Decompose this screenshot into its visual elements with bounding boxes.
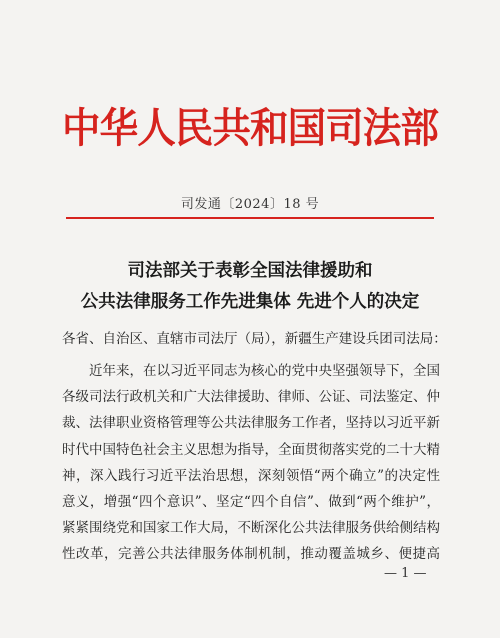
- document-title-line-1: 司法部关于表彰全国法律援助和: [127, 261, 373, 281]
- body-line: 性改革，完善公共法律服务体制机制，推动覆盖城乡、便捷高: [62, 546, 440, 563]
- document-title-line-2: 公共法律服务工作先进集体 先进个人的决定: [80, 292, 420, 312]
- body-line: 各级司法行政机关和广大法律援助、律师、公证、司法鉴定、仲: [62, 389, 440, 406]
- page-number: — 1 —: [384, 566, 427, 581]
- body-line: 时代中国特色社会主义思想为指导，全面贯彻落实党的二十大精: [62, 441, 440, 458]
- body-line: 紧紧围绕党和国家工作大局，不断深化公共法律服务供给侧结构: [62, 520, 440, 537]
- salutation: 各省、自治区、直辖市司法厅（局），新疆生产建设兵团司法局：: [62, 331, 447, 347]
- document-number: 司发通〔2024〕18 号: [180, 197, 320, 212]
- body-text: [62, 358, 440, 568]
- issuer-masthead: 中华人民共和国司法部: [62, 104, 438, 152]
- red-divider-line: [66, 217, 434, 219]
- body-line: 裁、法律职业资格管理等公共法律服务工作者，坚持以习近平新: [62, 415, 440, 432]
- body-line: 神，深入践行习近平法治思想，深刻领悟“两个确立”的决定性: [62, 467, 440, 484]
- body-line: 近年来，在以习近平同志为核心的党中央坚强领导下，全国: [89, 363, 440, 379]
- body-line: 意义，增强“四个意识”、坚定“四个自信”、做到“两个维护”，: [62, 494, 440, 511]
